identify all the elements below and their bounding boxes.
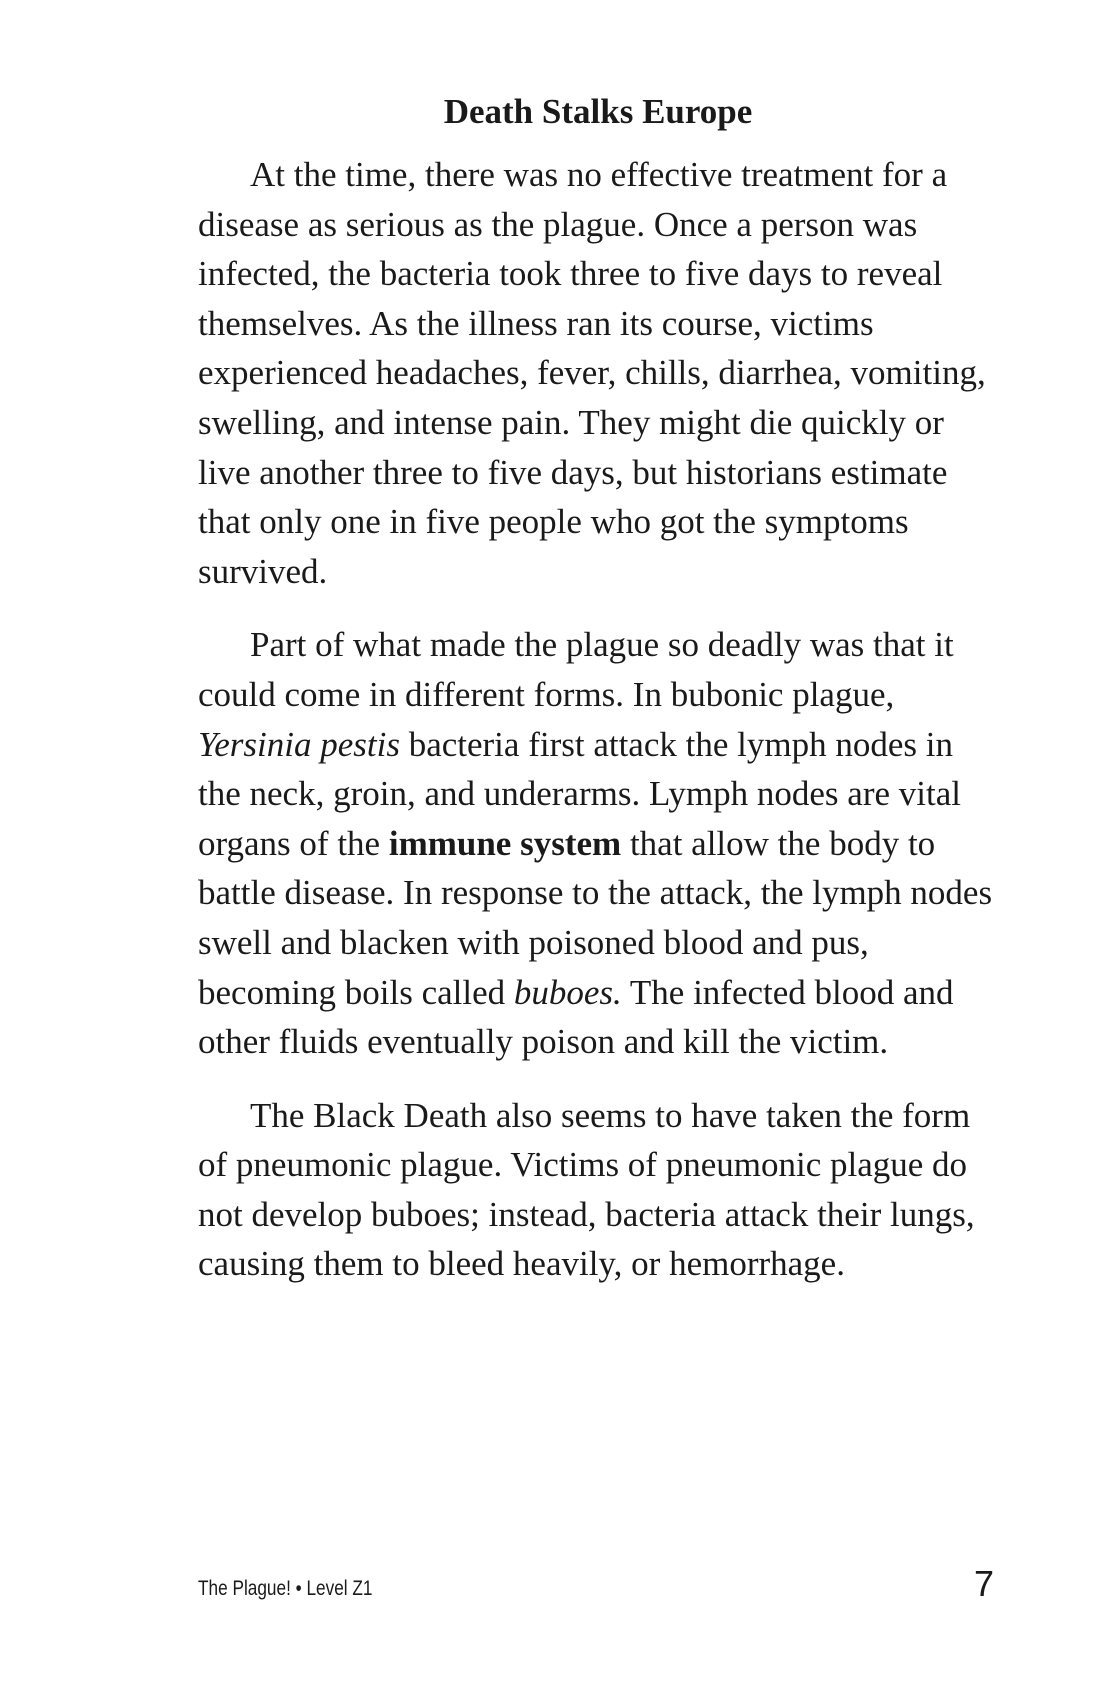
page-footer: [198, 1555, 998, 1605]
footer-book-title: The Plague! • Level Z1: [198, 1577, 373, 1600]
paragraph-2-part-1: Part of what made the plague so deadly was that it could come in different forms. In bubonic plague,: [198, 625, 954, 714]
paragraph-2-part-2: bacteria first attack the lymph nodes in the neck, groin, and underarms. Lymph nodes are vital organs of the: [198, 724, 961, 863]
body-text: [198, 150, 998, 1313]
italic-term-buboes: buboes.: [513, 972, 622, 1012]
paragraph-2-part-3: that allow the body to battle disease. In response to the attack, the lymph nodes swell and blacken with poisoned blood and pus, becoming boils called: [198, 823, 993, 1012]
paragraph-2-part-4: The infected blood and other fluids eventually poison and kill the victim.: [198, 972, 954, 1062]
bold-term-immune-system: immune system: [388, 823, 622, 863]
paragraph-1: At the time, there was no effective treatment for a disease as serious as the plague. Once a person was infected, the bacteria took three to five days to reveal themselves. As the illness ran its course, victims experienced headaches, fever, chills, diarrhea, vomiting, swelling, and intense pain. They might die quickly or live another three to five days, but historians estimate that only one in five people who got the symptoms survived.: [198, 155, 986, 591]
page-number: 7: [973, 1563, 994, 1604]
section-heading: Death Stalks Europe: [443, 92, 753, 131]
italic-term-yersinia: Yersinia pestis: [198, 724, 400, 764]
paragraph-2: [198, 620, 998, 1066]
paragraph-3: The Black Death also seems to have taken the form of pneumonic plague. Victims of pneumonic plague do not develop buboes; instead, bacteria attack their lungs, causing them to bleed heavily, or hemorrhage.: [198, 1095, 975, 1284]
